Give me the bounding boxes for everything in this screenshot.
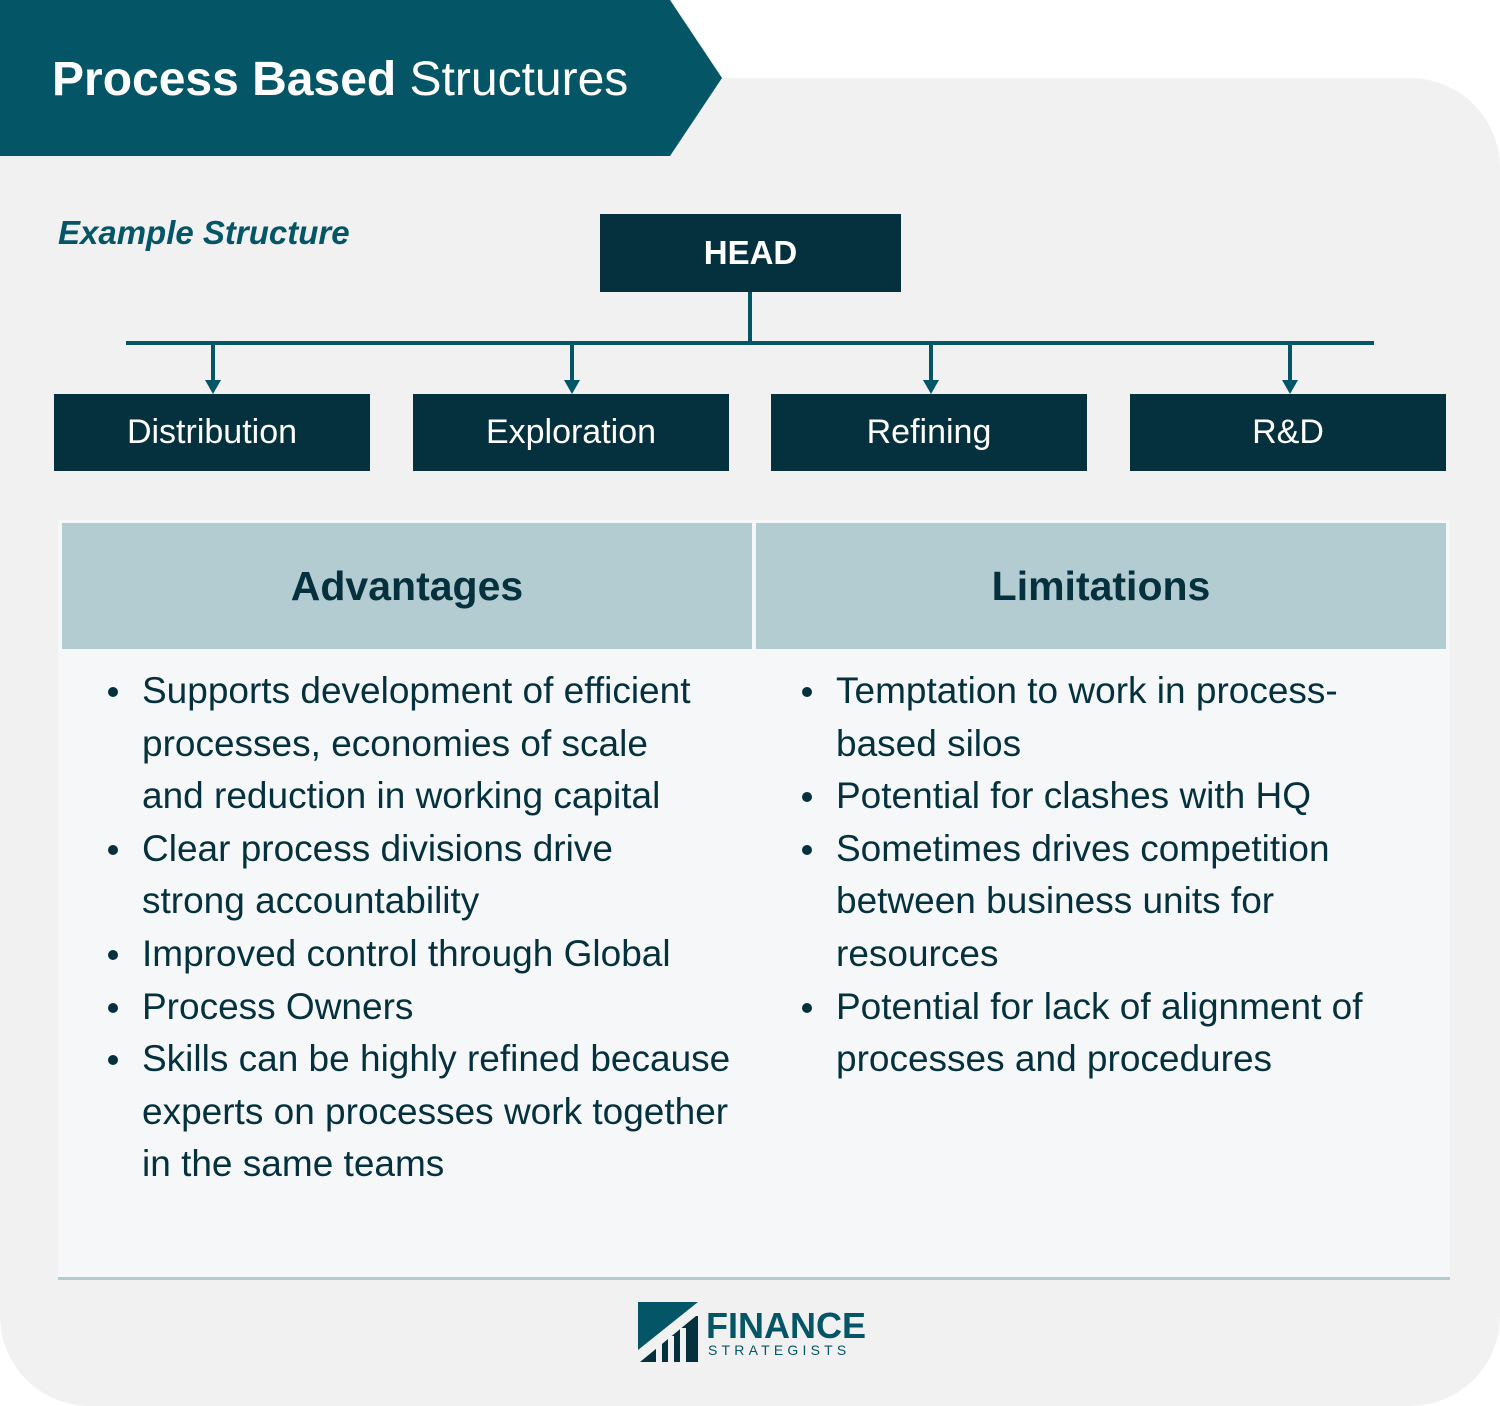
comparison-table xyxy=(58,520,1450,1280)
advantage-item: Improved control through Global xyxy=(58,928,742,981)
advantage-item: Skills can be highly refined because experts on processes work together in the same teams xyxy=(58,1033,742,1191)
logo-finance-text: FINANCE xyxy=(706,1305,866,1346)
advantage-item: Process Owners xyxy=(58,981,702,1034)
node-head: HEAD xyxy=(600,214,901,292)
example-structure-label: Example Structure xyxy=(58,214,350,251)
advantages-header: Advantages xyxy=(62,523,752,649)
limitations-list xyxy=(752,665,1446,1086)
arrow-refining xyxy=(923,343,939,394)
limitation-item: Temptation to work in process-based silos xyxy=(752,665,1406,770)
advantage-item: Supports development of efficient processes, economies of scale and reduction in working capital xyxy=(58,665,702,823)
node-distribution: Distribution xyxy=(54,394,370,471)
limitation-item: Potential for clashes with HQ xyxy=(752,770,1406,823)
arrow-distribution xyxy=(205,343,221,394)
arrow-exploration xyxy=(564,343,580,394)
arrow-rnd xyxy=(1282,343,1298,394)
logo-strategists-text: STRATEGISTS xyxy=(708,1342,851,1358)
limitation-item: Sometimes drives competition between business units for resources xyxy=(752,823,1386,981)
title-bold: Process Based xyxy=(52,53,397,106)
org-chart-connectors xyxy=(0,0,1500,420)
limitation-item: Potential for lack of alignment of processes and procedures xyxy=(752,981,1426,1086)
advantage-item: Clear process divisions drive strong accountability xyxy=(58,823,702,928)
advantages-list xyxy=(58,665,748,1191)
limitations-header: Limitations xyxy=(756,523,1446,649)
logo-chart-icon xyxy=(638,1302,700,1364)
node-exploration: Exploration xyxy=(413,394,729,471)
node-rnd: R&D xyxy=(1130,394,1446,471)
node-refining: Refining xyxy=(771,394,1087,471)
title-light: Structures xyxy=(409,53,629,106)
finance-strategists-logo xyxy=(638,1302,868,1364)
